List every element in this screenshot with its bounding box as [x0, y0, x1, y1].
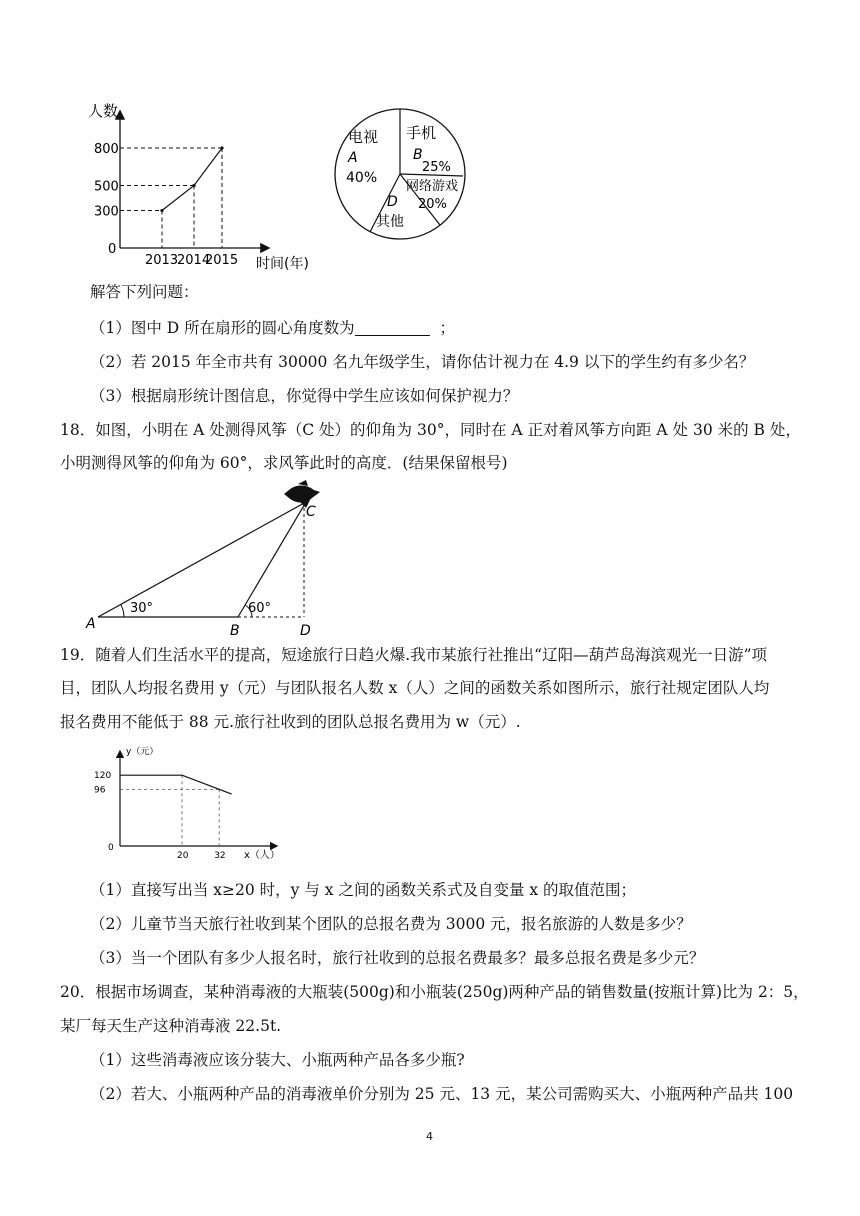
- q17-part1: [90, 318, 455, 338]
- origin-label: 0: [108, 242, 117, 257]
- q19-part3: （3）当一个团队有多少人报名时，旅行社收到的总报名费最多？最多总报名费是多少元？: [90, 949, 705, 967]
- pie-other-letter: D: [387, 194, 398, 210]
- x-axis-label: 时间(年): [256, 256, 309, 272]
- pie-phone-letter: B: [413, 147, 423, 163]
- pie-tv-pct: 40%: [346, 170, 378, 186]
- q18-line2: 小明测得风筝的仰角为 60°，求风筝此时的高度．(结果保留根号): [60, 454, 508, 472]
- q19-line2: 目，团队人均报名费用 y（元）与团队报名人数 x（人）之间的函数关系如图所示，旅行社规定团队人均: [60, 679, 770, 697]
- pie-tv-letter: A: [348, 150, 358, 166]
- angle-label-b: 60°: [248, 601, 272, 616]
- y-axis-label: y（元）: [126, 747, 159, 757]
- label-b: B: [230, 623, 240, 638]
- y-tick-label: 500: [94, 179, 119, 195]
- origin-label: 0: [108, 843, 114, 853]
- page-number: 4: [426, 1130, 433, 1143]
- answer-blank[interactable]: [355, 319, 430, 336]
- x-axis-label: x（人）: [244, 850, 280, 861]
- q17-line-chart: [78, 96, 318, 281]
- angle-label-a: 30°: [130, 601, 154, 616]
- q18-figure: [84, 478, 344, 638]
- line-ac: [98, 502, 306, 617]
- pie-other-name: 其他: [376, 214, 404, 230]
- y-tick-label: 96: [94, 785, 106, 796]
- q20-part2: （2）若大、小瓶两种产品的消毒液单价分别为 25 元、13 元，某公司需购买大、小瓶两种产品共 100: [90, 1085, 794, 1103]
- line-bc: [238, 502, 306, 617]
- y-tick-label: 120: [94, 771, 112, 782]
- x-tick-label: 2014: [177, 253, 211, 268]
- data-line: [120, 775, 232, 794]
- pie-phone-pct: 25%: [422, 160, 451, 175]
- pie-tv-name: 电视: [348, 128, 379, 146]
- q17-part2: （2）若 2015 年全市共有 30000 名九年级学生，请你估计视力在 4.9 以下的学生约有多少名？: [90, 353, 755, 371]
- q17-part1-tail: ；: [439, 319, 456, 337]
- data-line: [162, 148, 222, 211]
- y-tick-label: 300: [94, 204, 119, 220]
- x-tick-label: 2015: [205, 253, 239, 268]
- q17-part3: （3）根据扇形统计图信息，你觉得中学生应该如何保护视力？: [90, 387, 519, 405]
- label-d: D: [300, 623, 311, 638]
- x-tick-label: 32: [214, 851, 226, 861]
- q18-line1: 18．如图，小明在 A 处测得风筝（C 处）的仰角为 30°，同时在 A 正对着风筝方向距 A 处 30 米的 B 处，: [60, 421, 801, 439]
- x-tick-label: 2013: [145, 253, 179, 268]
- q20-part1: （1）这些消毒液应该分装大、小瓶两种产品各多少瓶?: [90, 1051, 465, 1069]
- q19-line3: 报名费用不能低于 88 元.旅行社收到的团队总报名费用为 w（元）.: [60, 713, 521, 731]
- label-a: A: [86, 616, 96, 632]
- y-tick-label: 800: [94, 142, 119, 157]
- q17-part1-text: （1）图中 D 所在扇形的圆心角度数为: [90, 319, 355, 337]
- q19-part2: （2）儿童节当天旅行社收到某个团队的总报名费为 3000 元，报名旅游的人数是多少？: [90, 915, 692, 933]
- pie-game-name: 网络游戏: [406, 179, 459, 194]
- pie-phone-name: 手机: [406, 124, 437, 142]
- y-axis-label: 人数: [88, 102, 119, 120]
- label-c: C: [306, 504, 316, 520]
- q19-line1: 19．随着人们生活水平的提高，短途旅行日趋火爆.我市某旅行社推出“辽阳—葫芦岛海滨观光一日游”项: [60, 646, 768, 664]
- q19-part1: （1）直接写出当 x≥20 时，y 与 x 之间的函数关系式及自变量 x 的取值范围；: [90, 881, 637, 899]
- q20-line1: 20．根据市场调查，某种消毒液的大瓶装(500g)和小瓶装(250g)两种产品的销售数量(按瓶计算)比为 2：5，: [60, 983, 809, 1001]
- q20-line2: 某厂每天生产这种消毒液 22.5t.: [60, 1017, 282, 1035]
- x-tick-label: 20: [177, 851, 189, 861]
- pie-game-pct: 20%: [418, 197, 447, 212]
- angle-arc-a: [121, 605, 124, 617]
- q17-intro: 解答下列问题：: [90, 283, 199, 301]
- q17-pie-chart: [330, 104, 480, 244]
- q19-graph: [86, 744, 296, 864]
